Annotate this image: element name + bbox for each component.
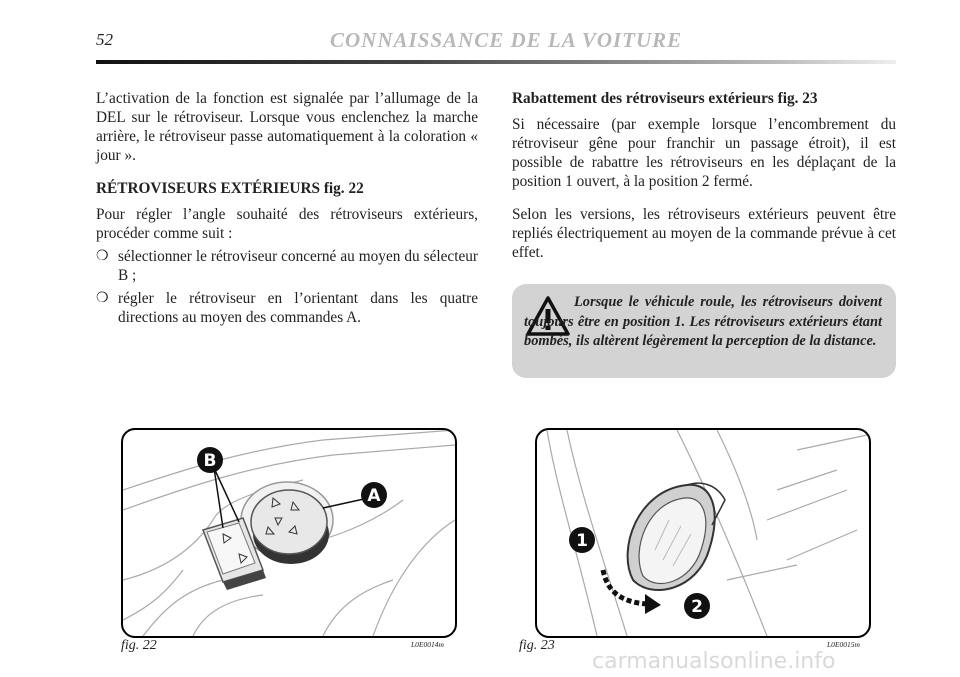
folding-paragraph: Si nécessaire (par exemple lorsque l’encombrement du rétroviseur gêne pour franchir un passage étroit), il est possible de rabattre les rétroviseurs en les déplaçant de la position 1 ouvert, à la position 2 fermé. [512, 116, 896, 190]
lead-paragraph: Pour régler l’angle souhaité des rétroviseurs extérieurs, procéder comme suit : [96, 206, 478, 242]
intro-paragraph: L’activation de la fonction est signalée par l’allumage de la DEL sur le rétroviseur. Lorsque vous enclenchez la marche arrière, le rétroviseur passe automatiquement à la coloration « jour ». [96, 90, 478, 164]
running-header: CONNAISSANCE DE LA VOITURE [330, 28, 683, 52]
figure-23-mirror-folding [535, 428, 871, 638]
section-heading: RÉTROVISEURS EXTÉRIEURS fig. 22 [96, 180, 364, 197]
mirror-folding-illustration [537, 430, 869, 636]
watermark: carmanualsonline.info [592, 649, 836, 674]
list-item [96, 289, 478, 327]
label-a: A [367, 486, 381, 506]
position-1-label: 1 [576, 531, 588, 551]
figure-23-caption: fig. 23 [519, 638, 555, 653]
figure-22-mirror-controls [121, 428, 457, 638]
subsection-heading: Rabattement des rétroviseurs extérieurs fig. 23 [512, 90, 818, 107]
list-item-text: sélectionner le rétroviseur concerné au moyen du sélecteur B ; [118, 248, 478, 284]
adjust-knob-a [251, 490, 329, 564]
right-column [512, 89, 896, 276]
list-item-text: régler le rétroviseur en l’orientant dans les quatre directions au moyen des commandes A. [118, 290, 478, 326]
list-item [96, 247, 478, 285]
warning-box [512, 284, 896, 378]
position-2-label: 2 [691, 597, 703, 617]
label-b: B [203, 451, 217, 471]
figure-22-caption: fig. 22 [121, 638, 157, 653]
warning-text: Lorsque le véhicule roule, les rétroviseurs doivent toujours être en position 1. Les rétroviseurs extérieurs étant bombés, ils altèrent légèrement la perception de la distance. [524, 294, 882, 349]
mirror-control-illustration [123, 430, 455, 636]
header-rule [96, 60, 896, 64]
circle-bullet-icon: ❍ [96, 249, 109, 264]
figure-22-code: L0E0014m [411, 640, 444, 649]
exterior-mirror [628, 483, 725, 590]
page-number: 52 [96, 30, 113, 49]
left-column [96, 89, 478, 331]
figure-23-code: L0E0015m [827, 640, 860, 649]
electric-folding-paragraph: Selon les versions, les rétroviseurs extérieurs peuvent être repliés électriquement au moyen de la commande prévue à cet effet. [512, 206, 896, 261]
circle-bullet-icon: ❍ [96, 291, 109, 306]
